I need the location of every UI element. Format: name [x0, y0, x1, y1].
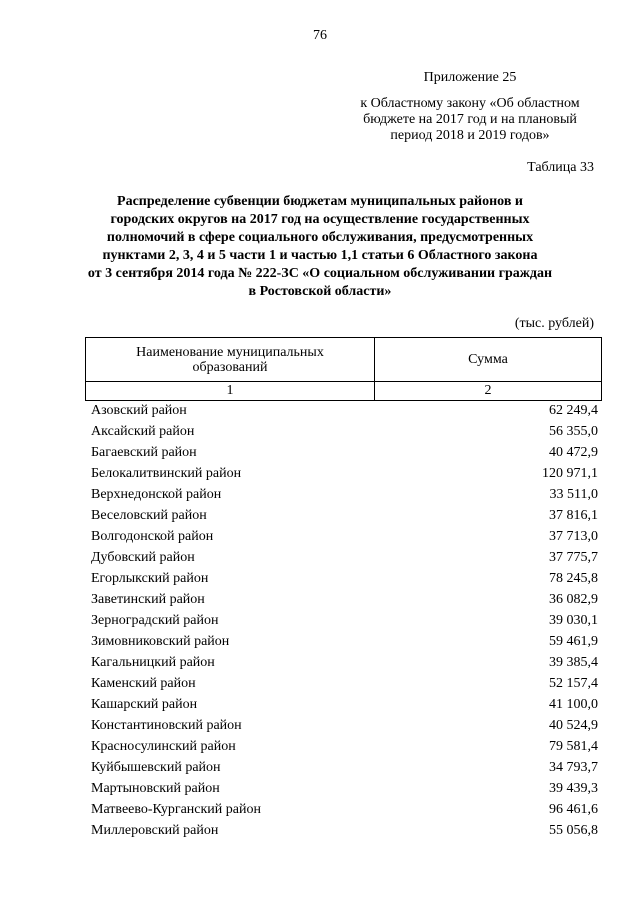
row-sum: 39 385,4: [549, 655, 598, 670]
row-sum: 37 713,0: [549, 529, 598, 544]
appendix-line-3: период 2018 и 2019 годов»: [390, 128, 550, 143]
header-name-line-2: образований: [192, 359, 268, 375]
table-row: [85, 652, 602, 673]
row-sum: 37 816,1: [549, 508, 598, 523]
document-title: [80, 193, 560, 301]
title-line: полномочий в сфере социального обслуживания, предусмотренных: [106, 230, 534, 245]
table-row: [85, 463, 602, 484]
row-name: Егорлыкский район: [91, 571, 209, 586]
table-row: [85, 505, 602, 526]
row-sum: 40 524,9: [549, 718, 598, 733]
title-line: Распределение субвенции бюджетам муниципальных районов и: [117, 194, 523, 209]
row-name: Кашарский район: [91, 697, 198, 712]
row-sum: 39 030,1: [549, 613, 598, 628]
row-name: Аксайский район: [91, 424, 195, 439]
title-line: от 3 сентября 2014 года № 222-ЗС «О социальном обслуживании граждан: [87, 266, 553, 281]
table-row: [85, 589, 602, 610]
row-sum: 37 775,7: [549, 550, 598, 565]
appendix-line-2: бюджете на 2017 год и на плановый: [363, 112, 577, 127]
table-row: [85, 820, 602, 841]
row-name: Каменский район: [91, 676, 196, 691]
row-sum: 62 249,4: [549, 403, 598, 418]
row-name: Багаевский район: [91, 445, 197, 460]
row-sum: 55 056,8: [549, 823, 598, 838]
table-row: [85, 736, 602, 757]
row-name: Зимовниковский район: [91, 634, 230, 649]
row-sum: 59 461,9: [549, 634, 598, 649]
table-row: [85, 484, 602, 505]
row-name: Красносулинский район: [91, 739, 236, 754]
title-line: пунктами 2, 3, 4 и 5 части 1 и частью 1,1 статьи 6 Областного закона: [102, 248, 538, 263]
table-row: [85, 757, 602, 778]
table-row: [85, 631, 602, 652]
column-number-2: 2: [375, 382, 602, 401]
row-sum: 56 355,0: [549, 424, 598, 439]
table-number: Таблица 33: [527, 160, 594, 175]
row-name: Константиновский район: [91, 718, 242, 733]
row-sum: 36 082,9: [549, 592, 598, 607]
table-row: [85, 442, 602, 463]
header-name-line-1: Наименование муниципальных: [136, 344, 324, 360]
row-name: Дубовский район: [91, 550, 195, 565]
row-sum: 40 472,9: [549, 445, 598, 460]
row-name: Мартыновский район: [91, 781, 220, 796]
table-row: [85, 610, 602, 631]
table-row: [85, 673, 602, 694]
row-sum: 33 511,0: [549, 487, 598, 502]
row-name: Матвеево-Курганский район: [91, 802, 261, 817]
table-row: [85, 421, 602, 442]
table-row: [85, 400, 602, 421]
row-name: Азовский район: [91, 403, 187, 418]
table-row: [85, 715, 602, 736]
header-sum-cell: Сумма: [375, 338, 602, 382]
page-number: 76: [313, 28, 327, 43]
row-name: Куйбышевский район: [91, 760, 221, 775]
table-row: [85, 799, 602, 820]
row-name: Миллеровский район: [91, 823, 219, 838]
row-sum: 120 971,1: [542, 466, 598, 481]
row-sum: 52 157,4: [549, 676, 598, 691]
table-row: [85, 547, 602, 568]
table-row: [85, 568, 602, 589]
column-number-1: 1: [86, 382, 375, 401]
appendix-block: [340, 70, 600, 144]
table-header: [85, 337, 602, 401]
row-sum: 39 439,3: [549, 781, 598, 796]
appendix-title: Приложение 25: [423, 70, 517, 85]
table-body: [85, 400, 602, 841]
row-name: Зерноградский район: [91, 613, 219, 628]
row-name: Белокалитвинский район: [91, 466, 242, 481]
title-line: в Ростовской области»: [248, 284, 392, 299]
row-sum: 78 245,8: [549, 571, 598, 586]
row-name: Кагальницкий район: [91, 655, 215, 670]
row-sum: 41 100,0: [549, 697, 598, 712]
title-line: городских округов на 2017 год на осуществление государственных: [110, 212, 530, 227]
table-row: [85, 778, 602, 799]
row-name: Веселовский район: [91, 508, 207, 523]
table-row: [85, 694, 602, 715]
row-name: Верхнедонской район: [91, 487, 222, 502]
row-name: Волгодонской район: [91, 529, 214, 544]
header-name-cell: [86, 338, 375, 382]
row-name: Заветинский район: [91, 592, 205, 607]
table-row: [85, 526, 602, 547]
row-sum: 34 793,7: [549, 760, 598, 775]
row-sum: 96 461,6: [549, 802, 598, 817]
units-label: (тыс. рублей): [514, 316, 594, 331]
appendix-line-1: к Областному закону «Об областном: [360, 96, 580, 111]
row-sum: 79 581,4: [549, 739, 598, 754]
